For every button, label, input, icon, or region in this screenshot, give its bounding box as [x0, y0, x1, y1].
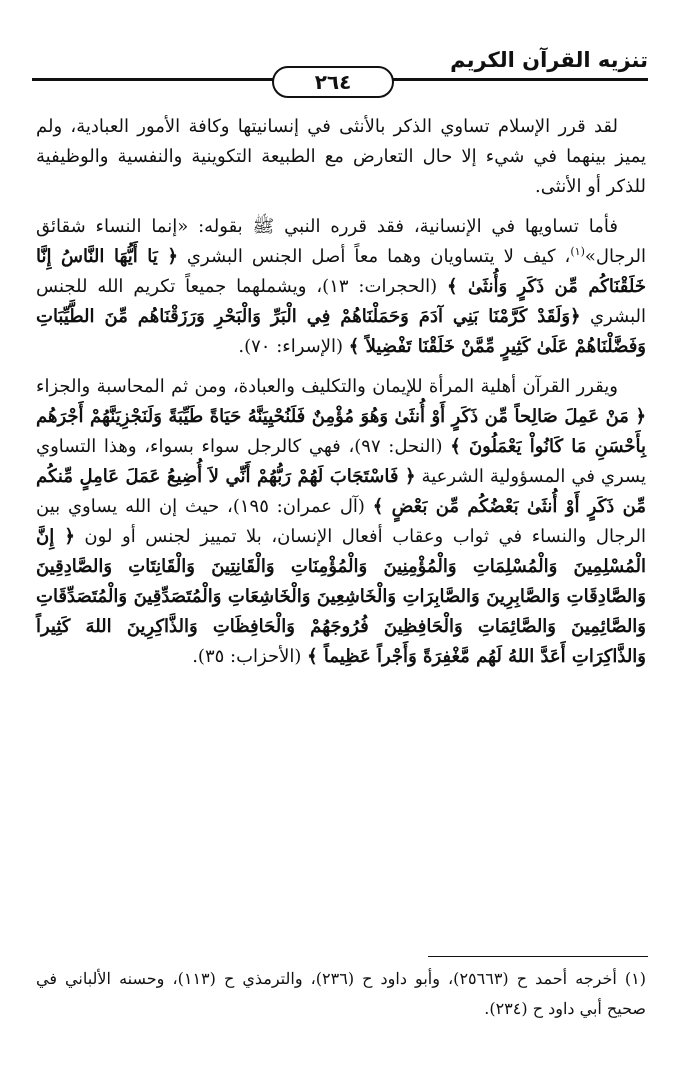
paragraph-3-text-c: (آل عمران: ١٩٥)، حيث إن الله يساوي بين الرجال والنساء في ثواب وعقاب أفعال الإنسان، بلا تمييز لجنس أو لون: [36, 496, 646, 547]
paragraph-3-text-a: ويقرر القرآن أهلية المرأة للإيمان والتكليف والعبادة، ومن ثم المحاسبة والجزاء: [36, 376, 618, 397]
footnote-marker-1[interactable]: (١): [570, 245, 585, 258]
paragraph-1: [36, 112, 646, 202]
quran-verse-al-imran: ﴿ فَاسْتَجَابَ لَهُمْ رَبُّهُمْ أَنِّي لاَ أُضِيعُ عَمَلَ عَامِلٍ مِّنكُم مِّن ذَكَرٍ أَوْ أُنثَىٰ بَعْضُكُم مِّن بَعْضٍ ﴾: [36, 466, 646, 517]
page-header: [32, 40, 648, 100]
quran-verse-hujurat: ﴿ يَا أَيُّهَا النَّاسُ إِنَّا خَلَقْنَاكُم مِّن ذَكَرٍ وَأُنثَىٰ ﴾: [36, 246, 646, 297]
paragraph-1-text: لقد قرر الإسلام تساوي الذكر بالأنثى في إنسانيتها وكافة الأمور العبادية، ولم يميز بينهما في شيء إلا حال التعارض مع الطبيعة التكوينية والنفسية والوظيفية للذكر أو الأنثى.: [36, 116, 646, 197]
book-title: تنزيه القرآن الكريم: [450, 48, 648, 72]
paragraph-3-text-b: (النحل: ٩٧)، فهي كالرجل سواء بسواء، وهذا التساوي يسري في المسؤولية الشرعية: [36, 436, 647, 487]
quran-verse-isra: ﴿وَلَقَدْ كَرَّمْنَا بَنِي آدَمَ وَحَمَلْنَاهُمْ فِي الْبَرِّ وَالْبَحْرِ وَرَزَقْنَاهُم مِّنَ الطَّيِّبَاتِ وَفَضَّلْنَاهُمْ عَلَىٰ كَثِيرٍ مِّمَّنْ خَلَقْنَا تَفْضِيلاً ﴾: [36, 306, 646, 357]
body-text: [36, 112, 646, 682]
paragraph-3: [36, 372, 646, 672]
paragraph-2-text-a: فأما تساويها في الإنسانية، فقد قرره النبي ﷺ بقوله: «إنما النساء شقائق الرجال»: [36, 216, 646, 267]
paragraph-2-text-b: ، كيف لا يتساويان وهما معاً أصل الجنس البشري: [186, 246, 571, 267]
footnotes: [36, 964, 646, 1024]
footnote-1: (١) أخرجه أحمد ح (٢٥٦٦٣)، وأبو داود ح (٢٣٦)، والترمذي ح (١١٣)، وحسنه الألباني في صحيح أبي داود ح (٢٣٤).: [36, 969, 646, 1018]
footnote-divider: [428, 956, 648, 957]
page-number: ٢٦٤: [272, 66, 394, 98]
quran-verse-nahl: ﴿ مَنْ عَمِلَ صَالِحاً مِّن ذَكَرٍ أَوْ أُنثَىٰ وَهُوَ مُؤْمِنٌ فَلَنُحْيِيَنَّهُ حَيَاةً طَيِّبَةً وَلَنَجْزِيَنَّهُمْ أَجْرَهُم بِأَحْسَنِ مَا كَانُواْ يَعْمَلُونَ ﴾: [36, 406, 647, 457]
paragraph-2: [36, 212, 646, 362]
paragraph-2-text-c: (الحجرات: ١٣)، ويشملهما جميعاً تكريم الله للجنس البشري: [36, 276, 646, 327]
paragraph-3-text-d: (الأحزاب: ٣٥).: [192, 646, 308, 667]
paragraph-2-text-d: (الإسراء: ٧٠).: [238, 336, 349, 357]
quran-verse-ahzab: ﴿ إِنَّ الْمُسْلِمِينَ وَالْمُسْلِمَاتِ وَالْمُؤْمِنِينَ وَالْمُؤْمِنَاتِ وَالْقَانِتِينَ وَالْقَانِتَاتِ وَالصَّادِقِينَ وَالصَّادِقَاتِ وَالصَّابِرِينَ وَالصَّابِرَاتِ وَالْخَاشِعِينَ وَالْخَاشِعَاتِ وَالْمُتَصَدِّقِينَ وَالْمُتَصَدِّقَاتِ وَالصَّائِمِينَ وَالصَّائِمَاتِ وَالْحَافِظِينَ فُرُوجَهُمْ وَالْحَافِظَاتِ وَالذَّاكِرِينَ اللهَ كَثِيراً وَالذَّاكِرَاتِ أَعَدَّ اللهُ لَهُم مَّغْفِرَةً وَأَجْراً عَظِيماً ﴾: [36, 526, 646, 667]
